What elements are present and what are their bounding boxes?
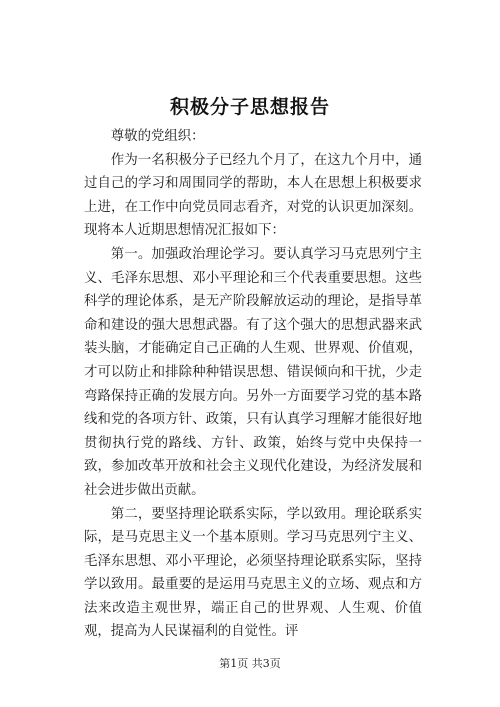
salutation: 尊敬的党组织：: [110, 129, 205, 144]
page-number-footer: 第1页 共3页: [219, 657, 281, 670]
document-body: [84, 125, 422, 644]
paragraph-intro: 作为一名积极分子已经九个月了，在这九个月中，通过自己的学习和周围同学的帮助，本人在思想上积极要求上进，在工作中向党员同志看齐，对党的认识更加深刻。现将本人近期思想情况汇报如下：: [84, 152, 422, 239]
paragraph-first-point: 第一。加强政治理论学习。要认真学习马克思列宁主义、毛泽东思想、邓小平理论和三个代表重要思想。这些科学的理论体系，是无产阶段解放运动的理论，是指导革命和建设的强大思想武器。有了这个强大的思想武器来武装头脑，才能确定自己正确的人生观、世界观、价值观，才可以防止和排除种种错误思想、错误倾向和干扰，少走弯路保持正确的发展方向。另外一方面要学习党的基本路线和党的各项方针、政策，只有认真学习理解才能很好地贯彻执行党的路线、方针、政策，始终与党中央保持一致，参加改革开放和社会主义现代化建设，为经济发展和社会进步做出贡献。: [84, 246, 422, 498]
document-title: 积极分子思想报告: [169, 96, 330, 118]
paragraph-second-point: 第二，要坚持理论联系实际，学以致用。理论联系实际，是马克思主义一个基本原则。学习马克思列宁主义、毛泽东思想、邓小平理论，必须坚持理论联系实际，坚持学以致用。最重要的是运用马克思主义的立场、观点和方法来改造主观世界，端正自己的世界观、人生观、价值观，提高为人民谋福利的自觉性。评: [84, 506, 422, 640]
